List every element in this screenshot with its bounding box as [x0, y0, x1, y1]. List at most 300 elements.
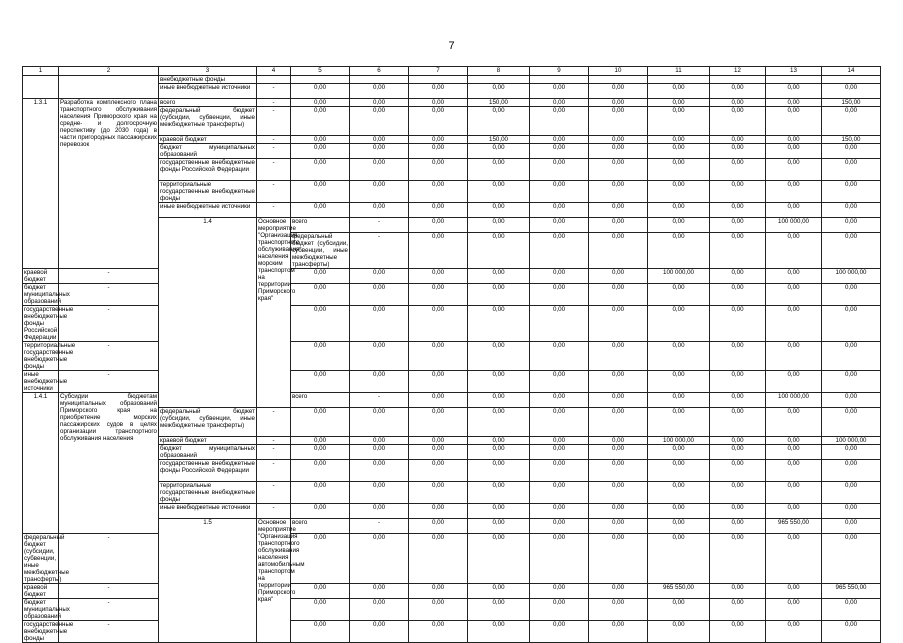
value-cell: 100 000,00 [648, 269, 710, 284]
value-cell: 0,00 [766, 306, 822, 342]
value-cell: 0,00 [648, 181, 710, 203]
col4-cell: - [257, 437, 291, 445]
value-cell: 0,00 [589, 584, 648, 599]
value-cell: 0,00 [710, 519, 766, 534]
funding-source: государственные внебюджетные фонды [24, 621, 74, 642]
value-cell: 0,00 [409, 584, 468, 599]
value-cell: 0,00 [648, 482, 710, 504]
value-cell: 0,00 [530, 371, 589, 393]
value-cell: 0,00 [766, 144, 822, 159]
value-cell: 0,00 [766, 136, 822, 144]
row-code [23, 76, 59, 99]
value-cell: 0,00 [530, 584, 589, 599]
value-cell: 0,00 [468, 599, 530, 621]
value-cell: 0,00 [766, 99, 822, 107]
column-header: 5 [291, 67, 350, 76]
value-cell: 0,00 [589, 99, 648, 107]
funding-source: федеральный бюджет (субсидии, субвенции, иные межбюджетные трансферты) [159, 408, 257, 437]
value-cell: 0,00 [468, 408, 530, 437]
table-row [23, 621, 881, 643]
value-cell: 0,00 [648, 599, 710, 621]
value-cell: 0,00 [350, 437, 409, 445]
value-cell: 0,00 [530, 84, 589, 99]
value-cell: 0,00 [291, 107, 350, 136]
value-cell: 0,00 [291, 342, 350, 371]
col4-cell [257, 76, 291, 84]
value-cell: 0,00 [822, 306, 881, 342]
value-cell: 0,00 [710, 181, 766, 203]
value-cell: 0,00 [710, 534, 766, 584]
value-cell: 0,00 [710, 269, 766, 284]
value-cell: 0,00 [291, 159, 350, 181]
table-body [23, 76, 881, 643]
col4-cell: - [257, 482, 291, 504]
table-row [23, 269, 881, 284]
value-cell: 0,00 [710, 445, 766, 460]
value-cell: 0,00 [350, 584, 409, 599]
value-cell: 0,00 [530, 233, 589, 269]
value-cell: 0,00 [822, 84, 881, 99]
funding-source: краевой бюджет [23, 584, 59, 599]
value-cell: 0,00 [350, 203, 409, 218]
value-cell: 0,00 [710, 621, 766, 643]
col4-cell: - [257, 84, 291, 99]
value-cell: 0,00 [409, 159, 468, 181]
col4-cell: - [59, 621, 159, 643]
value-cell: 0,00 [589, 181, 648, 203]
value-cell: 0,00 [468, 393, 530, 408]
value-cell: 0,00 [291, 445, 350, 460]
value-cell: 0,00 [766, 203, 822, 218]
col4-cell: - [257, 159, 291, 181]
value-cell: 0,00 [822, 371, 881, 393]
value-cell: 0,00 [589, 482, 648, 504]
value-cell [350, 76, 409, 84]
value-cell: 0,00 [822, 408, 881, 437]
row-code: 1.5 [159, 519, 257, 643]
value-cell: 0,00 [350, 99, 409, 107]
column-header: 14 [822, 67, 881, 76]
value-cell: 0,00 [468, 218, 530, 233]
value-cell: 0,00 [409, 269, 468, 284]
table-row [23, 342, 881, 371]
table-row [23, 76, 881, 84]
value-cell: 0,00 [291, 437, 350, 445]
value-cell: 0,00 [710, 584, 766, 599]
funding-source: бюджет муниципальных образований [24, 284, 70, 305]
value-cell: 0,00 [530, 408, 589, 437]
value-cell: 0,00 [648, 445, 710, 460]
value-cell: 0,00 [530, 393, 589, 408]
value-cell: 0,00 [468, 584, 530, 599]
value-cell [291, 76, 350, 84]
value-cell: 150,00 [822, 99, 881, 107]
value-cell: 0,00 [409, 534, 468, 584]
value-cell: 0,00 [530, 181, 589, 203]
value-cell: 0,00 [589, 159, 648, 181]
value-cell: 0,00 [589, 306, 648, 342]
value-cell: 0,00 [822, 621, 881, 643]
value-cell: 0,00 [648, 460, 710, 482]
value-cell: 0,00 [589, 371, 648, 393]
value-cell: 0,00 [710, 203, 766, 218]
column-header: 6 [350, 67, 409, 76]
value-cell: 0,00 [589, 599, 648, 621]
row-name: Основное мероприятие "Организация транспортного обслуживания населения автомобильным транспортом на территории Приморского края" [257, 519, 291, 643]
value-cell: 0,00 [589, 519, 648, 534]
value-cell: 0,00 [409, 519, 468, 534]
col4-cell: - [350, 519, 409, 534]
value-cell: 0,00 [530, 445, 589, 460]
value-cell: 0,00 [648, 519, 710, 534]
value-cell: 0,00 [589, 393, 648, 408]
value-cell: 0,00 [409, 136, 468, 144]
value-cell: 0,00 [589, 84, 648, 99]
funding-source: государственные внебюджетные фонды Российской Федерации [159, 159, 257, 181]
table-row [23, 534, 881, 584]
value-cell: 0,00 [409, 504, 468, 519]
value-cell: 0,00 [710, 460, 766, 482]
value-cell: 0,00 [291, 482, 350, 504]
value-cell: 0,00 [409, 393, 468, 408]
value-cell: 0,00 [291, 284, 350, 306]
value-cell: 0,00 [822, 445, 881, 460]
value-cell: 0,00 [530, 159, 589, 181]
value-cell: 0,00 [766, 342, 822, 371]
value-cell: 0,00 [766, 460, 822, 482]
value-cell: 0,00 [530, 534, 589, 584]
value-cell: 0,00 [710, 84, 766, 99]
value-cell: 100 000,00 [822, 269, 881, 284]
table-row [23, 284, 881, 306]
value-cell: 0,00 [350, 84, 409, 99]
table-header [23, 67, 881, 76]
value-cell: 0,00 [409, 233, 468, 269]
col4-cell: - [59, 306, 159, 342]
value-cell: 0,00 [710, 408, 766, 437]
value-cell: 0,00 [710, 371, 766, 393]
funding-source: государственные внебюджетные фонды Российской Федерации [159, 460, 257, 482]
value-cell: 100 000,00 [766, 393, 822, 408]
value-cell: 0,00 [530, 437, 589, 445]
row-name: Разработка комплексного плана транспортного обслуживания населения Приморского края на средне- и долгосрочную перспективу (до 2030 года) в части пригородных пассажирских перевозок [59, 99, 159, 269]
value-cell: 0,00 [350, 460, 409, 482]
row-name [59, 76, 159, 99]
value-cell: 0,00 [648, 621, 710, 643]
funding-source: территориальные государственные внебюджетные фонды [24, 342, 76, 370]
value-cell: 0,00 [766, 482, 822, 504]
value-cell: 0,00 [350, 144, 409, 159]
col4-cell: - [257, 408, 291, 437]
row-code: 1.3.1 [23, 99, 59, 269]
value-cell: 0,00 [530, 306, 589, 342]
value-cell: 0,00 [409, 408, 468, 437]
col4-cell: - [257, 203, 291, 218]
value-cell: 0,00 [468, 342, 530, 371]
value-cell: 0,00 [648, 371, 710, 393]
value-cell: 0,00 [766, 181, 822, 203]
value-cell: 0,00 [409, 144, 468, 159]
value-cell: 0,00 [766, 284, 822, 306]
value-cell: 965 550,00 [648, 584, 710, 599]
value-cell: 0,00 [589, 144, 648, 159]
value-cell: 0,00 [409, 437, 468, 445]
value-cell: 0,00 [648, 218, 710, 233]
value-cell: 0,00 [291, 599, 350, 621]
funding-source: всего [291, 393, 350, 408]
value-cell: 0,00 [710, 218, 766, 233]
value-cell: 0,00 [822, 284, 881, 306]
value-cell: 0,00 [822, 203, 881, 218]
value-cell [822, 76, 881, 84]
value-cell: 0,00 [468, 482, 530, 504]
row-code: 1.4.1 [23, 393, 59, 534]
funding-source: краевой бюджет [159, 136, 257, 144]
col4-cell: - [257, 445, 291, 460]
value-cell: 0,00 [710, 144, 766, 159]
value-cell: 0,00 [409, 599, 468, 621]
value-cell: 0,00 [468, 371, 530, 393]
value-cell: 0,00 [589, 460, 648, 482]
value-cell: 0,00 [766, 159, 822, 181]
value-cell: 0,00 [291, 460, 350, 482]
value-cell: 0,00 [589, 534, 648, 584]
value-cell: 0,00 [589, 218, 648, 233]
value-cell: 0,00 [766, 621, 822, 643]
value-cell: 0,00 [468, 269, 530, 284]
value-cell: 0,00 [710, 107, 766, 136]
value-cell: 0,00 [350, 504, 409, 519]
col4-cell: - [59, 584, 159, 599]
value-cell: 0,00 [589, 107, 648, 136]
value-cell: 0,00 [589, 408, 648, 437]
table-row [23, 306, 881, 342]
value-cell: 0,00 [766, 534, 822, 584]
value-cell [766, 76, 822, 84]
value-cell: 0,00 [648, 159, 710, 181]
value-cell: 0,00 [822, 460, 881, 482]
value-cell: 0,00 [409, 284, 468, 306]
value-cell: 0,00 [589, 284, 648, 306]
value-cell: 0,00 [766, 437, 822, 445]
value-cell: 0,00 [468, 181, 530, 203]
value-cell: 0,00 [648, 393, 710, 408]
value-cell: 0,00 [648, 84, 710, 99]
value-cell: 0,00 [766, 504, 822, 519]
value-cell: 0,00 [766, 371, 822, 393]
value-cell: 965 550,00 [766, 519, 822, 534]
funding-source: краевой бюджет [159, 437, 257, 445]
value-cell: 150,00 [468, 99, 530, 107]
funding-source: территориальные государственные внебюджетные фонды [160, 482, 255, 503]
value-cell: 0,00 [648, 504, 710, 519]
value-cell: 0,00 [822, 218, 881, 233]
column-header: 1 [23, 67, 59, 76]
value-cell: 0,00 [468, 306, 530, 342]
funding-source: иные внебюджетные источники [24, 371, 68, 392]
value-cell: 0,00 [766, 408, 822, 437]
value-cell: 0,00 [409, 371, 468, 393]
value-cell: 0,00 [291, 408, 350, 437]
value-cell: 0,00 [822, 144, 881, 159]
column-header: 4 [257, 67, 291, 76]
value-cell [710, 76, 766, 84]
column-header: 12 [710, 67, 766, 76]
col4-cell: - [257, 504, 291, 519]
col4-cell: - [350, 218, 409, 233]
value-cell: 0,00 [468, 144, 530, 159]
value-cell: 0,00 [710, 599, 766, 621]
value-cell: 0,00 [468, 107, 530, 136]
value-cell: 0,00 [468, 445, 530, 460]
funding-source: государственные внебюджетные фонды Российской Федерации [24, 306, 74, 341]
value-cell: 0,00 [530, 269, 589, 284]
value-cell: 0,00 [350, 107, 409, 136]
value-cell: 0,00 [589, 504, 648, 519]
value-cell: 0,00 [468, 84, 530, 99]
column-header: 13 [766, 67, 822, 76]
value-cell: 0,00 [710, 136, 766, 144]
column-header: 9 [530, 67, 589, 76]
col4-cell: - [257, 181, 291, 203]
row-code: 1.4 [159, 218, 257, 408]
value-cell: 0,00 [530, 107, 589, 136]
value-cell: 0,00 [822, 599, 881, 621]
value-cell: 0,00 [291, 99, 350, 107]
value-cell: 0,00 [350, 534, 409, 584]
table-row [23, 371, 881, 393]
value-cell: 0,00 [409, 306, 468, 342]
value-cell: 0,00 [530, 203, 589, 218]
funding-source: всего [291, 218, 350, 233]
value-cell: 0,00 [530, 504, 589, 519]
value-cell: 0,00 [350, 181, 409, 203]
value-cell: 0,00 [291, 136, 350, 144]
value-cell: 0,00 [409, 460, 468, 482]
value-cell [530, 76, 589, 84]
col4-cell: - [59, 342, 159, 371]
value-cell: 0,00 [291, 371, 350, 393]
value-cell: 0,00 [409, 181, 468, 203]
value-cell: 0,00 [409, 621, 468, 643]
value-cell: 0,00 [710, 504, 766, 519]
value-cell: 0,00 [822, 342, 881, 371]
value-cell: 0,00 [350, 136, 409, 144]
value-cell: 0,00 [766, 445, 822, 460]
page-number: 7 [448, 40, 455, 52]
funding-source: иные внебюджетные источники [159, 504, 257, 519]
col4-cell: - [350, 233, 409, 269]
value-cell: 965 550,00 [822, 584, 881, 599]
value-cell: 0,00 [350, 159, 409, 181]
value-cell: 0,00 [530, 99, 589, 107]
value-cell: 0,00 [822, 233, 881, 269]
value-cell: 0,00 [589, 203, 648, 218]
value-cell: 0,00 [589, 342, 648, 371]
value-cell: 0,00 [648, 144, 710, 159]
value-cell: 0,00 [530, 144, 589, 159]
value-cell: 0,00 [468, 203, 530, 218]
col4-cell: - [257, 460, 291, 482]
value-cell: 0,00 [710, 159, 766, 181]
value-cell: 0,00 [468, 233, 530, 269]
value-cell: 0,00 [648, 107, 710, 136]
column-header: 11 [648, 67, 710, 76]
funding-source: иные внебюджетные источники [159, 203, 257, 218]
value-cell: 0,00 [589, 621, 648, 643]
value-cell: 0,00 [350, 371, 409, 393]
value-cell: 0,00 [468, 519, 530, 534]
value-cell: 0,00 [409, 482, 468, 504]
funding-source: всего [291, 519, 350, 534]
value-cell: 0,00 [530, 284, 589, 306]
value-cell: 0,00 [291, 181, 350, 203]
funding-source: внебюджетные фонды [159, 76, 257, 84]
table-row [23, 584, 881, 599]
value-cell: 150,00 [468, 136, 530, 144]
value-cell: 0,00 [350, 269, 409, 284]
value-cell: 0,00 [648, 342, 710, 371]
value-cell: 0,00 [710, 306, 766, 342]
value-cell: 0,00 [822, 519, 881, 534]
value-cell: 0,00 [710, 284, 766, 306]
value-cell: 0,00 [710, 393, 766, 408]
column-header: 7 [409, 67, 468, 76]
value-cell: 0,00 [530, 136, 589, 144]
value-cell: 0,00 [710, 482, 766, 504]
value-cell: 0,00 [468, 504, 530, 519]
value-cell [409, 76, 468, 84]
column-header: 2 [59, 67, 159, 76]
value-cell: 0,00 [766, 84, 822, 99]
value-cell: 0,00 [530, 621, 589, 643]
row-name: Субсидии бюджетам муниципальных образований Приморского края на приобретение морских пассажирских судов в целях организации транспортного обслуживания населения [59, 393, 159, 534]
value-cell: 0,00 [409, 84, 468, 99]
value-cell: 0,00 [648, 284, 710, 306]
value-cell: 0,00 [350, 599, 409, 621]
col4-cell: - [257, 107, 291, 136]
value-cell: 0,00 [589, 269, 648, 284]
value-cell: 0,00 [350, 445, 409, 460]
value-cell: 0,00 [822, 482, 881, 504]
value-cell: 0,00 [468, 284, 530, 306]
value-cell: 100 000,00 [766, 218, 822, 233]
value-cell: 0,00 [350, 621, 409, 643]
value-cell: 0,00 [291, 621, 350, 643]
value-cell: 0,00 [822, 393, 881, 408]
col4-cell: - [59, 371, 159, 393]
value-cell: 0,00 [766, 233, 822, 269]
column-header: 8 [468, 67, 530, 76]
funding-source: бюджет муниципальных образований [160, 445, 255, 459]
table-row [23, 99, 881, 107]
value-cell: 0,00 [710, 233, 766, 269]
value-cell: 0,00 [350, 284, 409, 306]
value-cell: 0,00 [589, 136, 648, 144]
value-cell: 0,00 [468, 159, 530, 181]
value-cell: 100 000,00 [648, 437, 710, 445]
value-cell: 0,00 [468, 437, 530, 445]
value-cell: 0,00 [468, 460, 530, 482]
funding-source: иные внебюджетные источники [159, 84, 257, 99]
funding-source: краевой бюджет [23, 269, 59, 284]
col4-cell: - [59, 599, 159, 621]
value-cell: 0,00 [291, 306, 350, 342]
column-header: 3 [159, 67, 257, 76]
value-cell: 0,00 [766, 269, 822, 284]
col4-cell: - [59, 269, 159, 284]
funding-source: территориальные государственные внебюджетные фонды [160, 181, 255, 202]
